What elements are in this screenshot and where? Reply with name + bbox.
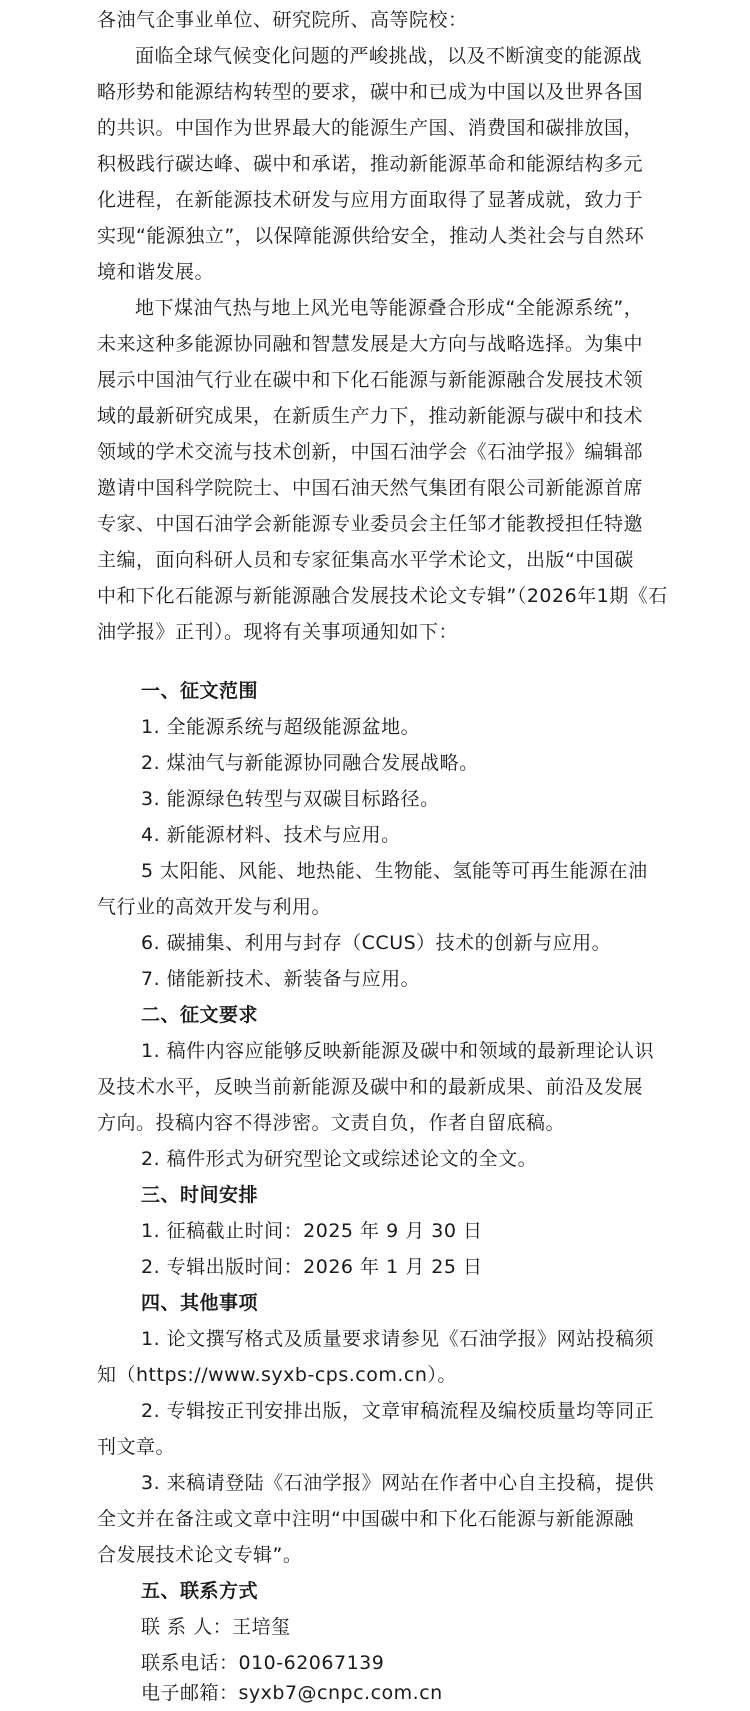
scope-item-3: 3. 能源绿色转型与双碳目标路径。 [141, 788, 440, 810]
scope-item-4: 4. 新能源材料、技术与应用。 [141, 824, 401, 846]
other-item-2: 2. 专辑按正刊安排出版，文章审稿流程及编校质量均等同正 刊文章。 [97, 1400, 655, 1458]
contact-email: 电子邮箱：syxb7@cnpc.com.cn [141, 1682, 443, 1704]
schedule-item-1: 1. 征稿截止时间：2025 年 9 月 30 日 [141, 1220, 483, 1242]
contact-phone: 联系电话：010-62067139 [141, 1652, 385, 1674]
intro-paragraph-2: 地下煤油气热与地上风光电等能源叠合形成“全能源系统”， 未来这种多能源协同融和智慧发展是大方向与战略选择。为集中 展示中国油气行业在碳中和下化石能源与新能源融合发展技术领 域的最新研究成果，在新质生产力下，推动新能源与碳中和技术 领域的学术交流与技术创新，中国石油学会《石油学报》编辑部 邀请中国科学院院士、中国石油天然气集团有限公司新能源首席 专家、中国石油学会新能源专业委员会主任邹才能教授担任特邀 主编，面向科研人员和专家征集高水平学术论文，出版“中国碳 中和下化石能源与新能源融合发展技术论文专辑”（2026年1期《石 油学报》正刊）。现将有关事项通知如下： [97, 297, 668, 643]
section-title-contact: 五、联系方式 [141, 1580, 259, 1602]
section-title-scope: 一、征文范围 [141, 680, 259, 702]
schedule-item-2: 2. 专辑出版时间：2026 年 1 月 25 日 [141, 1256, 483, 1278]
scope-item-6: 6. 碳捕集、利用与封存（CCUS）技术的创新与应用。 [141, 932, 612, 954]
scope-item-5: 5 太阳能、风能、地热能、生物能、氢能等可再生能源在油 气行业的高效开发与利用。 [97, 860, 648, 918]
other-item-3: 3. 来稿请登陆《石油学报》网站在作者中心自主投稿，提供 全文并在备注或文章中注明“中国碳中和下化石能源与新能源融 合发展技术论文专辑”。 [97, 1472, 655, 1566]
scope-item-1: 1. 全能源系统与超级能源盆地。 [141, 716, 421, 738]
contact-person: 联 系 人：王培玺 [141, 1616, 291, 1638]
other-item-1: 1. 论文撰写格式及质量要求请参见《石油学报》网站投稿须 知（https://www.syxb-cps.com.cn）。 [97, 1328, 655, 1386]
section-title-other: 四、其他事项 [141, 1292, 259, 1314]
requirements-item-2: 2. 稿件形式为研究型论文或综述论文的全文。 [141, 1148, 538, 1170]
section-title-requirements: 二、征文要求 [141, 1004, 259, 1026]
requirements-item-1: 1. 稿件内容应能够反映新能源及碳中和领域的最新理论认识 及技术水平，反映当前新能源及碳中和的最新成果、前沿及发展 方向。投稿内容不得涉密。文责自负，作者自留底稿。 [97, 1040, 655, 1134]
scope-item-2: 2. 煤油气与新能源协同融合发展战略。 [141, 752, 479, 774]
addressees: 各油气企事业单位、研究院所、高等院校： [97, 9, 468, 31]
section-title-schedule: 三、时间安排 [141, 1184, 259, 1206]
intro-paragraph-1: 面临全球气候变化问题的严峻挑战，以及不断演变的能源战 略形势和能源结构转型的要求，碳中和已成为中国以及世界各国 的共识。中国作为世界最大的能源生产国、消费国和碳排放国， 积极践行碳达峰、碳中和承诺，推动新能源革命和能源结构多元 化进程，在新能源技术研发与应用方面取得了显著成就，致力于 实现“能源独立”，以保障能源供给安全，推动人类社会与自然环 境和谐发展。 [97, 45, 645, 283]
scope-item-7: 7. 储能新技术、新装备与应用。 [141, 968, 421, 990]
